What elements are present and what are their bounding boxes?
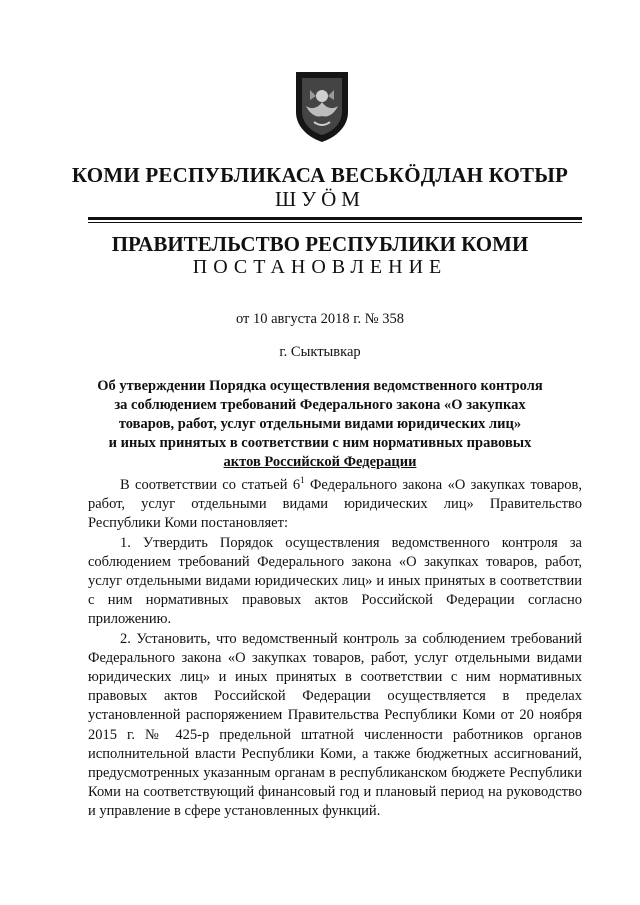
resolution-subtitle: ПОСТАНОВЛЕНИЕ — [192, 256, 448, 278]
paragraph-item-1: 1. Утвердить Порядок осуществления ведомственного контроля за соблюдением требований Федерального закона «О закупках товаров, работ, услуг отдельными видами юридических лиц» и иных принятых в соответствии с ним нормативных правовых актов Российской Федерации согласно приложению. — [88, 534, 582, 628]
preamble-text-end: Федерального закона «О закупках товаров, работ, услуг отдельными видами юридических лиц» Правительство Республики Коми постановляет: — [88, 477, 582, 532]
paragraph-preamble — [88, 476, 582, 534]
header-rule-thick — [88, 217, 582, 220]
document-heading — [0, 377, 640, 472]
komi-resolution-subtitle: ШУÖМ — [275, 187, 365, 211]
komi-government-title: КОМИ РЕСПУБЛИКАСА ВЕСЬКӦДЛАН КОТЫР — [71, 163, 569, 187]
heading-line: и иных принятых в соответствии с ним нормативных правовых — [108, 435, 532, 451]
preamble-text-start: В соответствии со статьей 6 — [120, 477, 301, 493]
heading-line: товаров, работ, услуг отдельными видами юридических лиц» — [118, 416, 522, 432]
document-body — [88, 476, 582, 822]
article-superscript: 1 — [300, 475, 305, 486]
header-rule-thin — [88, 222, 582, 223]
heading-line: за соблюдением требований Федерального закона «О закупках — [114, 397, 526, 413]
document-date-number: от 10 августа 2018 г. № 358 — [235, 311, 405, 327]
document-city: г. Сыктывкар — [279, 344, 361, 360]
heading-line: Об утверждении Порядка осуществления ведомственного контроля — [97, 378, 543, 394]
government-title: ПРАВИТЕЛЬСТВО РЕСПУБЛИКИ КОМИ — [111, 232, 529, 256]
heading-line-underlined: актов Российской Федерации — [223, 454, 417, 470]
paragraph-item-2: 2. Установить, что ведомственный контроль за соблюдением требований Федерального закона «О закупках товаров, работ, услуг отдельными видами юридических лиц» и иных принятых в соответствии с ним нормативных правовых актов Российской Федерации осуществляется в пределах установленной распоряжением Правительства Республики Коми от 20 ноября 2015 г. № 425-р предельной штатной численности работников органов исполнительной власти Республики Коми, а также бюджетных ассигнований, предусмотренных указанным органам в республиканском бюджете Республики Коми на соответствующий финансовый год и плановый период на руководство и управление в сфере установленных функций. — [88, 630, 582, 820]
coat-of-arms-emblem — [292, 66, 352, 144]
